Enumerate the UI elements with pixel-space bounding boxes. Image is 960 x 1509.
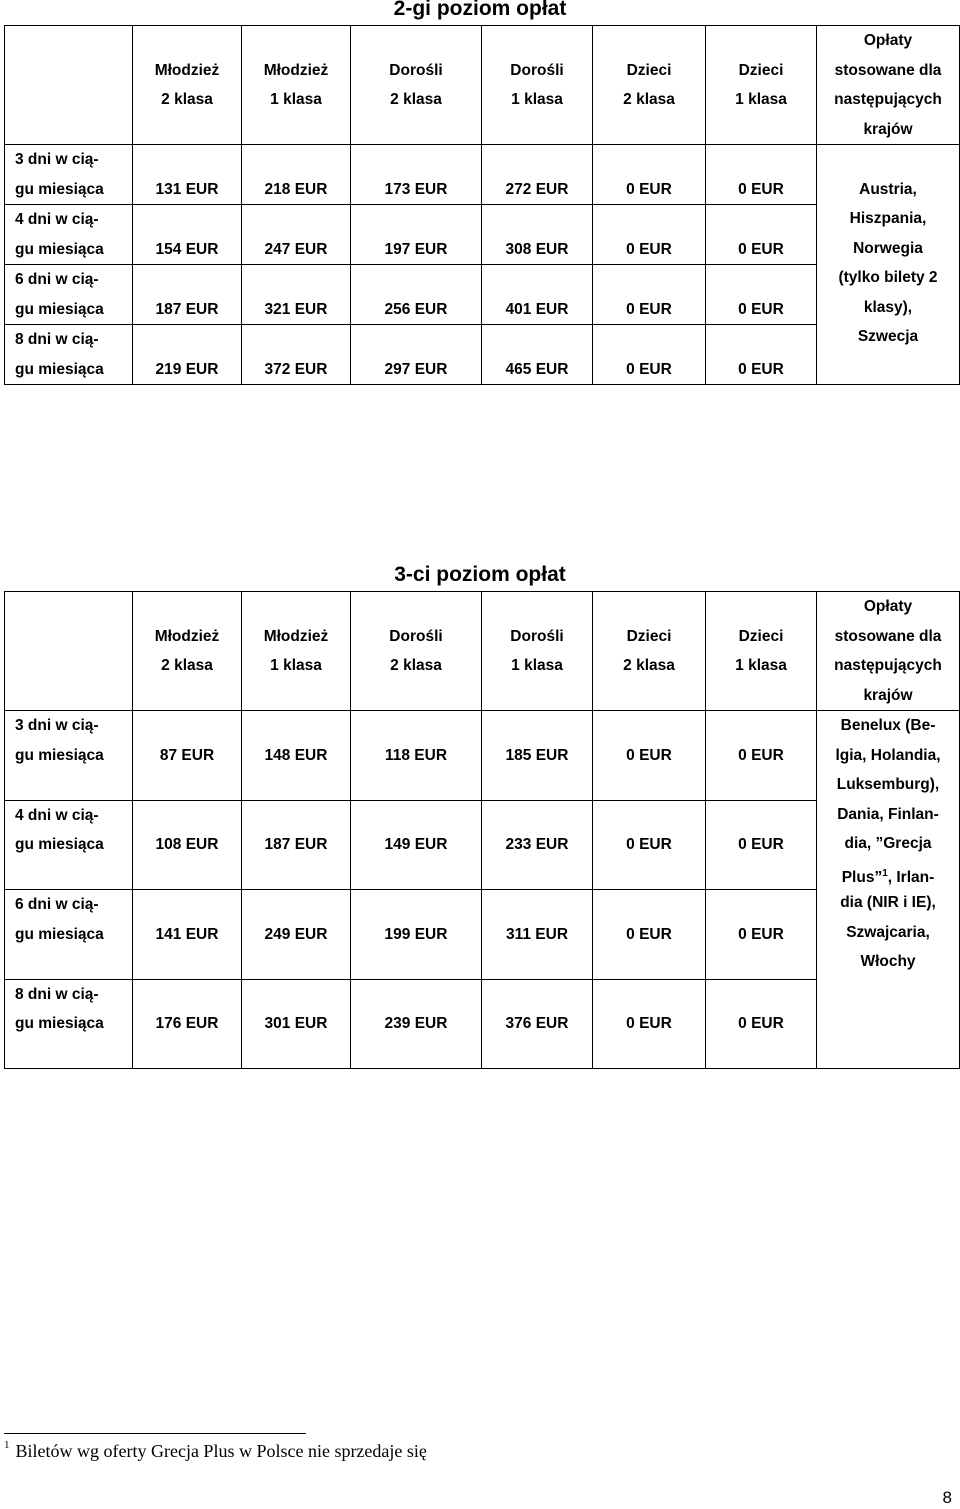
level3-fee-table [4, 591, 960, 1069]
fee-cell: 301 EUR [242, 979, 351, 1069]
table-row [5, 325, 960, 385]
fee-cell: 199 EUR [351, 890, 482, 980]
fee-cell: 219 EUR [133, 325, 242, 385]
column-header: Dorośli 2 klasa [351, 592, 482, 711]
countries-header: Opłaty stosowane dla następujących krajów [817, 592, 960, 711]
column-header: Dzieci 2 klasa [593, 592, 706, 711]
row-label: 8 dni w cią- gu miesiąca [5, 979, 133, 1069]
fee-cell: 0 EUR [593, 265, 706, 325]
row-label: 3 dni w cią- gu miesiąca [5, 711, 133, 801]
grecja-plus-line: Plus”$^1$, Irlan- [841, 867, 935, 886]
fee-cell: 272 EUR [482, 145, 593, 205]
row-label: 8 dni w cią- gu miesiąca [5, 325, 133, 385]
column-header: Młodzież 2 klasa [133, 592, 242, 711]
fee-cell: 0 EUR [593, 145, 706, 205]
fee-cell: 0 EUR [706, 205, 817, 265]
countries-cell: Austria, Hiszpania, Norwegia (tylko bilety 2 klasy), Szwecja [817, 145, 960, 385]
row-label: 6 dni w cią- gu miesiąca [5, 265, 133, 325]
fee-cell: 176 EUR [133, 979, 242, 1069]
fee-cell: 0 EUR [593, 890, 706, 980]
fee-cell: 401 EUR [482, 265, 593, 325]
level2-fee-table [4, 25, 960, 385]
footnote [4, 1441, 427, 1462]
fee-cell: 131 EUR [133, 145, 242, 205]
table-row [5, 890, 960, 980]
footnote-divider [4, 1433, 306, 1434]
fee-cell: 108 EUR [133, 800, 242, 890]
fee-cell: 149 EUR [351, 800, 482, 890]
fee-cell: 141 EUR [133, 890, 242, 980]
fee-cell: 308 EUR [482, 205, 593, 265]
fee-cell: 185 EUR [482, 711, 593, 801]
fee-cell: 0 EUR [706, 265, 817, 325]
fee-cell: 0 EUR [706, 800, 817, 890]
fee-cell: 118 EUR [351, 711, 482, 801]
footnote-text: Biletów wg oferty Grecja Plus w Polsce nie sprzedaje się [15, 1441, 427, 1461]
fee-cell: 297 EUR [351, 325, 482, 385]
footnote-reference[interactable]: 1 [882, 867, 888, 879]
table-row [5, 265, 960, 325]
fee-cell: 0 EUR [593, 979, 706, 1069]
table-row [5, 711, 960, 801]
table-row [5, 145, 960, 205]
fee-cell: 173 EUR [351, 145, 482, 205]
fee-cell: 0 EUR [593, 711, 706, 801]
fee-cell: 465 EUR [482, 325, 593, 385]
fee-cell: 0 EUR [706, 145, 817, 205]
fee-cell: 0 EUR [706, 979, 817, 1069]
fee-cell: 0 EUR [593, 800, 706, 890]
level3-header-row [5, 592, 960, 711]
fee-cell: 376 EUR [482, 979, 593, 1069]
level2-title: 2-gi poziom opłat [393, 0, 567, 20]
countries-cell: Benelux (Be- lgia, Holandia, Luksemburg), Dania, Finlan- dia, ”Grecja Plus”$^1$, Irlan- dia (NIR i IE), Szwajcaria, Włochy [817, 711, 960, 1069]
footnote-marker: 1 [4, 1439, 10, 1451]
fee-cell: 256 EUR [351, 265, 482, 325]
fee-cell: 321 EUR [242, 265, 351, 325]
column-header: Dzieci 2 klasa [593, 26, 706, 145]
table-row [5, 205, 960, 265]
column-header: Dorośli 2 klasa [351, 26, 482, 145]
column-header: Młodzież 1 klasa [242, 26, 351, 145]
fee-cell: 187 EUR [242, 800, 351, 890]
fee-cell: 233 EUR [482, 800, 593, 890]
fee-cell: 0 EUR [593, 325, 706, 385]
fee-cell: 197 EUR [351, 205, 482, 265]
fee-cell: 249 EUR [242, 890, 351, 980]
level3-title: 3-ci poziom opłat [394, 563, 566, 586]
level2-header-row [5, 26, 960, 145]
fee-cell: 0 EUR [706, 711, 817, 801]
countries-header: Opłaty stosowane dla następujących krajów [817, 26, 960, 145]
column-header: Młodzież 1 klasa [242, 592, 351, 711]
fee-cell: 239 EUR [351, 979, 482, 1069]
row-label: 4 dni w cią- gu miesiąca [5, 800, 133, 890]
row-label: 6 dni w cią- gu miesiąca [5, 890, 133, 980]
fee-cell: 311 EUR [482, 890, 593, 980]
table-row [5, 800, 960, 890]
fee-cell: 247 EUR [242, 205, 351, 265]
row-label: 4 dni w cią- gu miesiąca [5, 205, 133, 265]
fee-cell: 148 EUR [242, 711, 351, 801]
fee-cell: 154 EUR [133, 205, 242, 265]
column-header: Dorośli 1 klasa [482, 592, 593, 711]
fee-cell: 0 EUR [706, 890, 817, 980]
header-empty-cell [5, 26, 133, 145]
fee-cell: 218 EUR [242, 145, 351, 205]
column-header: Dzieci 1 klasa [706, 592, 817, 711]
fee-cell: 372 EUR [242, 325, 351, 385]
fee-cell: 0 EUR [593, 205, 706, 265]
row-label: 3 dni w cią- gu miesiąca [5, 145, 133, 205]
fee-cell: 0 EUR [706, 325, 817, 385]
column-header: Dorośli 1 klasa [482, 26, 593, 145]
fee-cell: 187 EUR [133, 265, 242, 325]
column-header: Dzieci 1 klasa [706, 26, 817, 145]
header-empty-cell [5, 592, 133, 711]
column-header: Młodzież 2 klasa [133, 26, 242, 145]
table-row [5, 979, 960, 1069]
fee-cell: 87 EUR [133, 711, 242, 801]
page-number: 8 [942, 1488, 952, 1507]
